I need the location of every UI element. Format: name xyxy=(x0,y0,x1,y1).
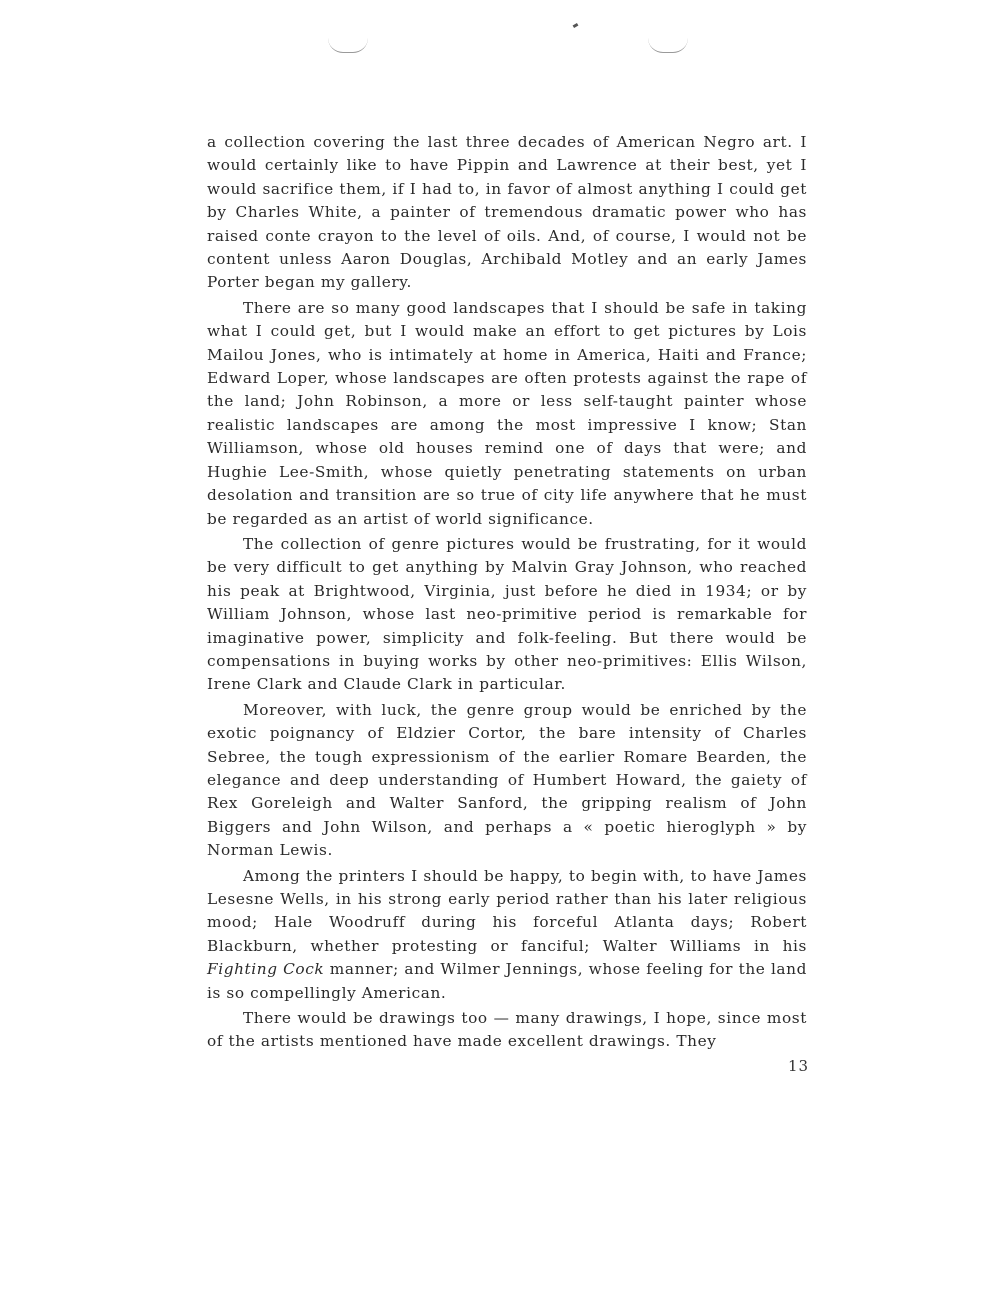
binding-hole-mark-right xyxy=(648,38,688,53)
paragraph-2: There are so many good landscapes that I should be safe in taking what I could get, but I would make an effort to get pictures by Lois Mailou Jones, who is intimately at home in America, Haiti and France; Edward Loper, whose landscapes are often protests against the rape of the land; John Robinson, a more or less self-taught painter whose realistic landscapes are among the most impressive I know; Stan Williamson, whose old houses remind one of days that were; and Hughie Lee-Smith, whose quietly penetrating statements on urban desolation and transition are so true of city life anywhere that he must be regarded as an artist of world significance. xyxy=(207,298,807,528)
paragraph-5 xyxy=(207,865,807,1005)
scan-speck xyxy=(573,23,579,28)
paragraph-5-text-a: Among the printers I should be happy, to begin with, to have James Lesesne Wells, in his strong early period rather than his later religious mood; Hale Woodruff during his forceful Atlanta days; Robert Blackburn, whether protesting or fanciful; Walter Williams in his xyxy=(207,866,807,955)
page-number: 13 xyxy=(788,1057,810,1075)
paragraph-6: There would be drawings too — many drawings, I hope, since most of the artists mentioned have made excellent drawings. They xyxy=(207,1009,807,1051)
paragraph-1: a collection covering the last three decades of American Negro art. I would certainly like to have Pippin and Lawrence at their best, yet I would sacrifice them, if I had to, in favor of almost anything I could get by Charles White, a painter of tremendous dramatic power who has raised conte crayon to the level of oils. And, of course, I would not be content unless Aaron Douglas, Archibald Motley and an early James Porter began my gallery. xyxy=(207,133,807,292)
binding-hole-mark-left xyxy=(328,38,368,53)
paragraph-5-text-b: manner; and Wilmer Jennings, whose feeling for the land is so compellingly American. xyxy=(207,960,807,1002)
body-text xyxy=(207,131,807,1054)
paragraph-3: The collection of genre pictures would be frustrating, for it would be very difficult to get anything by Malvin Gray Johnson, who reached his peak at Brightwood, Virginia, just before he died in 1934; or by William Johnson, whose last neo-primitive period is remarkable for imaginative power, simplicity and folk-feeling. But there would be compensations in buying works by other neo-primitives: Ellis Wilson, Irene Clark and Claude Clark in particular. xyxy=(207,534,807,694)
paragraph-5-italic-title: Fighting Cock xyxy=(207,960,325,979)
paragraph-4: Moreover, with luck, the genre group would be enriched by the exotic poignancy of Eldzier Cortor, the bare intensity of Charles Sebree, the tough expressionism of the earlier Romare Bearden, the elegance and deep understanding of Humbert Howard, the gaiety of Rex Goreleigh and Walter Sanford, the gripping realism of John Biggers and John Wilson, and perhaps a « poetic hieroglyph » by Norman Lewis. xyxy=(207,700,807,860)
